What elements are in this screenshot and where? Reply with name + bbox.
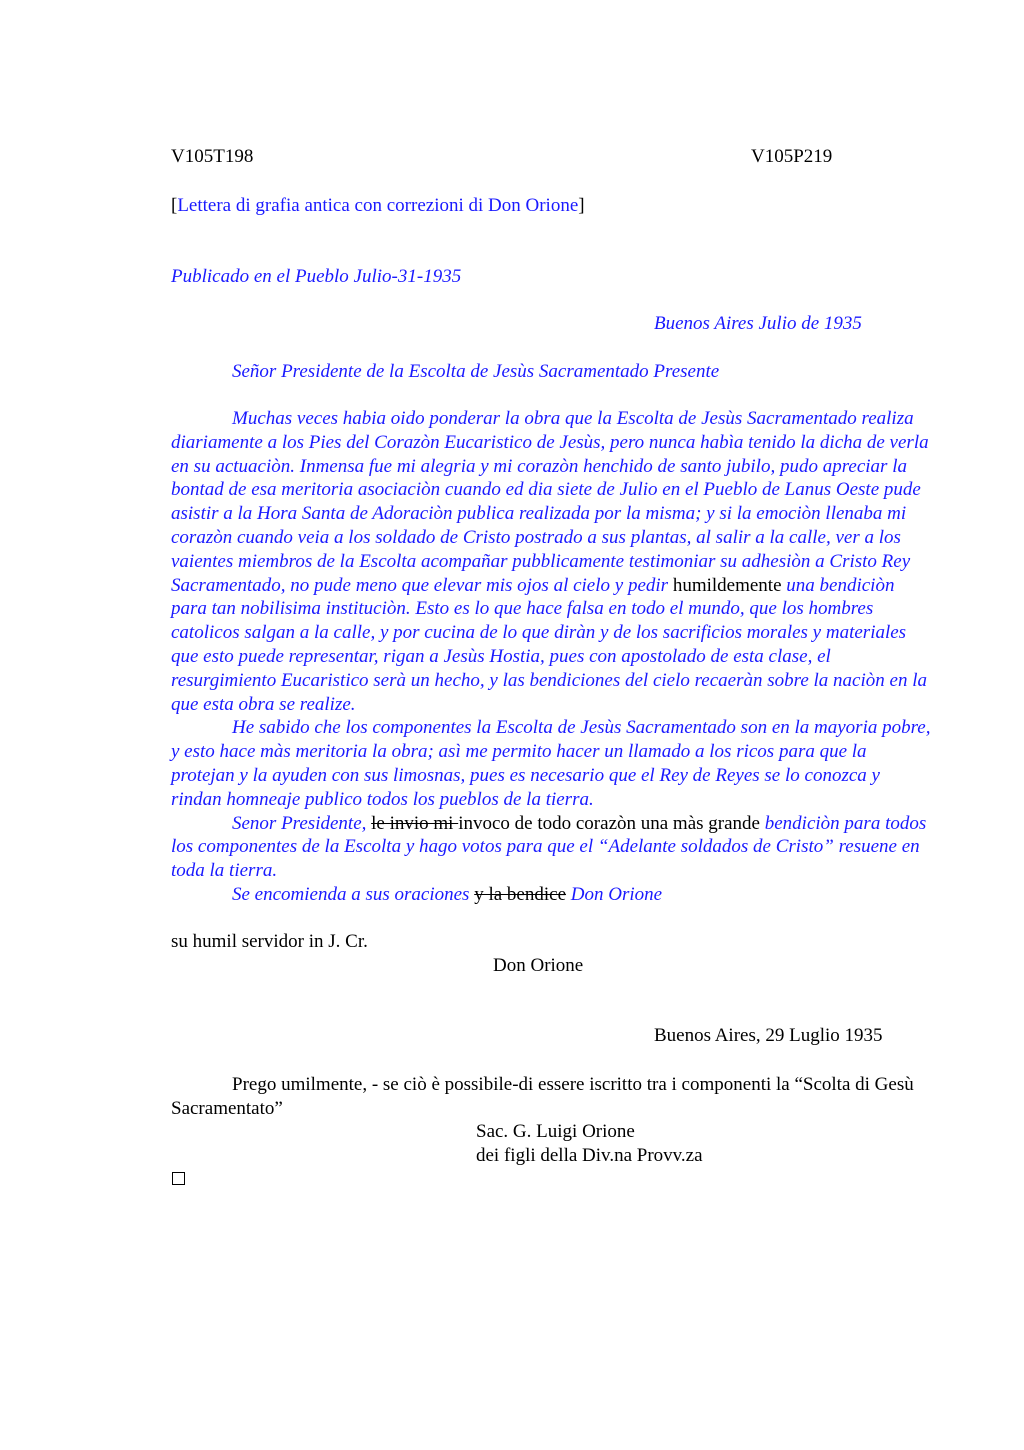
body-text: Se encomienda a sus oraciones	[232, 883, 475, 905]
editorial-note	[171, 195, 585, 217]
postscript-body	[171, 1073, 931, 1121]
inserted-correction: humildemente	[668, 574, 787, 596]
note-text: Lettera di grafia antica con correzioni di Don Orione	[177, 195, 579, 216]
body-text: Muchas veces habia oido ponderar la obra que la Escolta de Jesùs Sacramentado realiza diariamente a los Pies del Corazòn Eucaristico de Jesùs, pero nunca habìa tenido la dicha de verla en su actuaciòn. Inmensa fue mi alegria y mi corazòn henchido de santo jubilo, pudo apreciar la bontad de esa meritoria asociaciòn cuando ed dia siete de Julio en el Pueblo de Lanus Oeste pude asistir a la Hora Santa de Adoraciòn publica realizada por la misma; y si la emociòn llenaba mi corazòn cuando veia a los soldado de Cristo postrado a sus plantas, al salir a la calle, ver a los vaientes miembros de la Escolta acompañar pubblicamente testimoniar su adhesiòn a Cristo Rey Sacramentado, no pude meno que elevar mis ojos al cielo y pedir	[171, 408, 929, 596]
body-text: bendiciòn para todos los componentes de la Escolta y hago votos para que el “Adelante soldados de Cristo” resuene en toda la tierra.	[171, 812, 927, 882]
body-text: una bendiciòn para tan nobilisima instituciòn. Esto es lo que hace falsa en todo el mundo, que los hombres catolicos salgan a la calle, y por cucina de lo que diràn y de los sacrificios morales y materiales que esto puede representar, rigan a Jesùs Hostia, pues con apostolado de esta clase, el resurgimiento Eucaristico serà un hecho, y las bendiciones del cielo recaeràn sobre la naciòn en la que esta obra se realize.	[171, 574, 927, 715]
letter-place-date: Buenos Aires Julio de 1935	[654, 313, 862, 334]
body-paragraph	[171, 812, 931, 883]
letter-closing: su humil servidor in J. Cr.	[171, 931, 368, 952]
letter-body	[171, 407, 931, 907]
note-open-bracket: [	[171, 195, 178, 216]
body-text: Don Orione	[566, 883, 663, 905]
postscript-signature-line-1: Sac. G. Luigi Orione	[476, 1121, 635, 1142]
letter-salutation: Señor Presidente de la Escolta de Jesùs Sacramentado Presente	[232, 361, 720, 382]
inserted-correction: invoco de todo corazòn una màs grande	[458, 812, 765, 834]
body-paragraph	[171, 716, 931, 811]
postscript-paragraph: Prego umilmente, - se ciò è possibile-di essere iscritto tra i componenti la “Scolta di Gesù Sacramentato”	[171, 1074, 914, 1119]
document-code-right: V105P219	[751, 146, 833, 167]
publication-line: Publicado en el Pueblo Julio-31-1935	[171, 266, 462, 287]
square-box-icon	[172, 1172, 185, 1185]
postscript-signature-line-2: dei figli della Div.na Provv.za	[476, 1145, 703, 1166]
note-close-bracket: ]	[578, 195, 585, 216]
body-paragraph	[171, 407, 931, 716]
document-code-left: V105T198	[171, 146, 254, 167]
postscript-date: Buenos Aires, 29 Luglio 1935	[654, 1025, 883, 1046]
deleted-text: y la bendice	[474, 883, 567, 905]
body-paragraph	[171, 883, 931, 907]
body-text: He sabido che los componentes la Escolta de Jesùs Sacramentado son en la mayoria pobre, y esto hace màs meritoria la obra; asì me permito hacer un llamado a los ricos para que la protejan y la ayuden con sus limosnas, pues es necesario que el Rey de Reyes se lo conozca y rindan homneaje publico todos los pueblos de la tierra.	[171, 717, 931, 810]
body-text: Senor Presidente,	[232, 812, 372, 834]
deleted-text: le invio mi	[371, 812, 459, 834]
letter-signature: Don Orione	[493, 955, 584, 976]
